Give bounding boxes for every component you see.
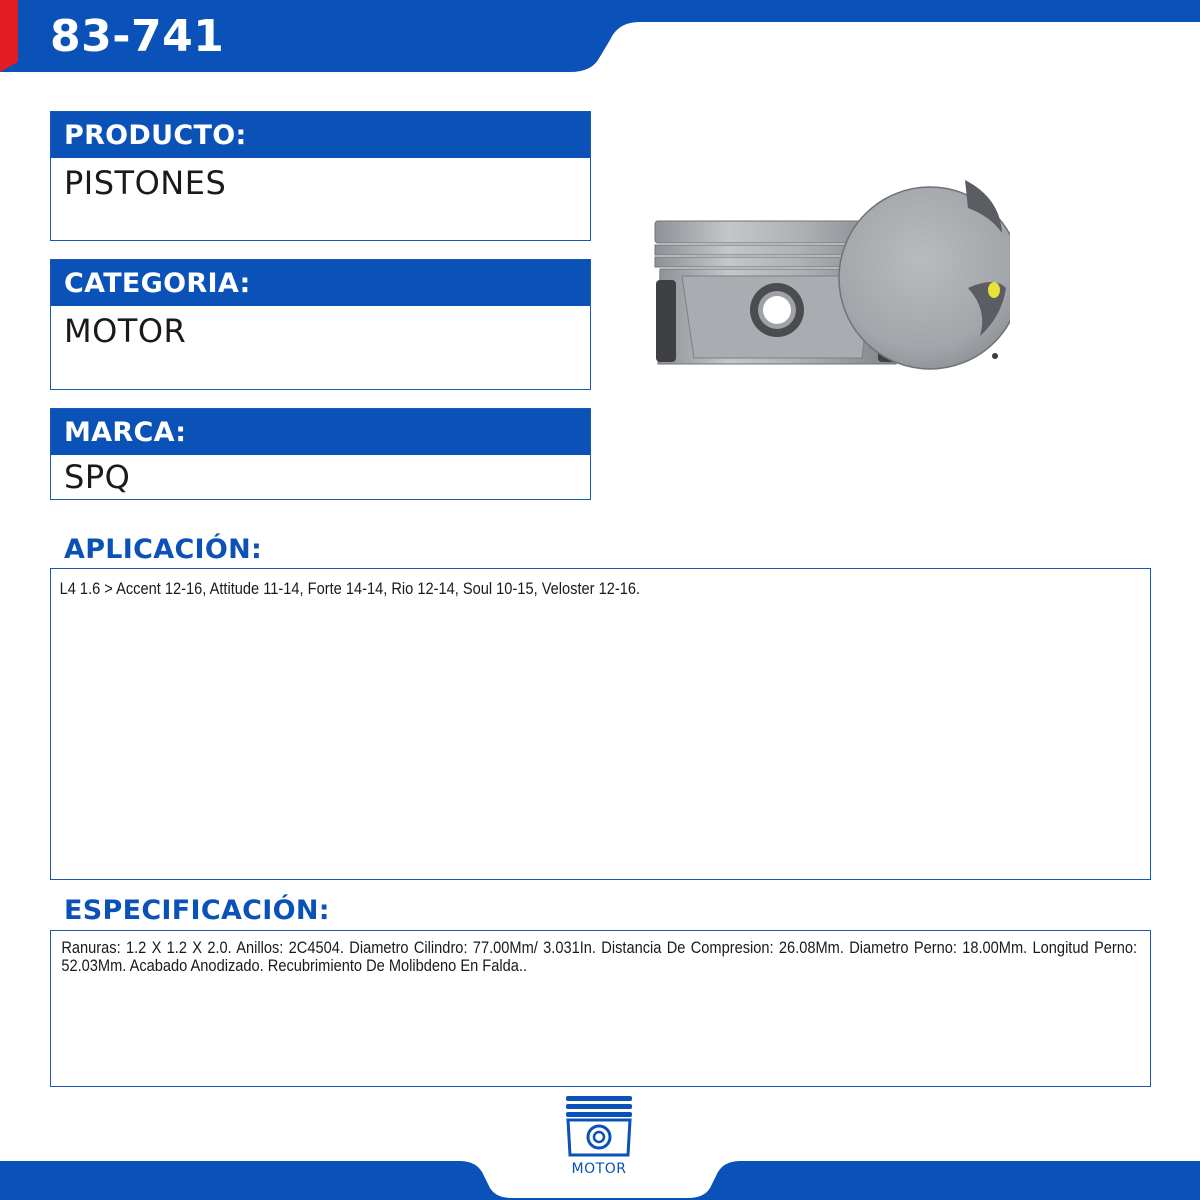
aplicacion-text: L4 1.6 > Accent 12-16, Attitude 11-14, Forte 14-14, Rio 12-14, Soul 10-15, Veloster 12-16. (59, 579, 641, 598)
field-categoria-value: MOTOR (64, 312, 187, 350)
category-badge-label: MOTOR (571, 1161, 627, 1177)
field-marca-value: SPQ (64, 458, 131, 496)
especificacion-title: ESPECIFICACIÓN: (64, 895, 330, 926)
especificacion-text: Ranuras: 1.2 X 1.2 X 2.0. Anillos: 2C4504. Diametro Cilindro: 77.00Mm/ 3.031In. Distancia De Compresion: 26.08Mm. Diametro Perno: 18.00Mm. Longitud Perno: 52.03Mm. Acabado Anodizado. Recubrimiento De Molibdeno En Falda.. (61, 938, 1138, 975)
piston-icon (556, 1089, 642, 1159)
piston-product-image (650, 158, 1010, 373)
aplicacion-title: APLICACIÓN: (64, 534, 263, 565)
field-categoria-label: CATEGORIA: (51, 260, 590, 306)
aplicacion-box (50, 568, 1151, 880)
field-marca-label: MARCA: (51, 409, 590, 455)
field-marca (50, 408, 591, 500)
field-producto (50, 111, 591, 241)
part-number: 83-741 (50, 11, 225, 62)
field-producto-label: PRODUCTO: (51, 112, 590, 158)
field-categoria (50, 259, 591, 390)
especificacion-box (50, 930, 1151, 1087)
field-producto-value: PISTONES (64, 164, 227, 202)
category-badge (556, 1089, 642, 1181)
